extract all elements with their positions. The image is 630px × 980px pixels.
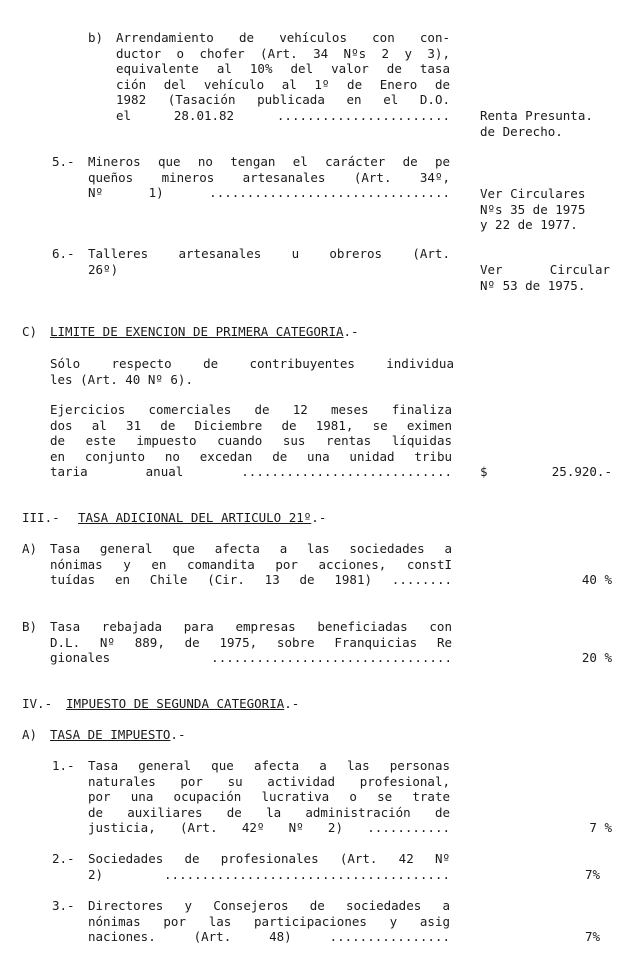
section-c-para1 [50,356,454,387]
note-line: Nº 53 de 1975. [480,277,586,293]
text-line: Sociedades de profesionales (Art. 42 Nº [88,851,450,866]
text-line: Tasa general que afecta a las personas [88,758,450,773]
title-suffix: .- [284,696,300,711]
item-b-note [480,108,620,139]
text-line: equivalente al 10% del valor de tasa [116,61,450,76]
text-line: D.L. Nº 889, de 1975, sobre Franquicias Re [50,634,452,650]
text-line: de auxiliares de la administración de [88,804,450,820]
note-line: Nºs 35 de 1975 [480,201,586,217]
section-iv-heading [66,696,299,712]
note-line: Ver Circular [480,262,610,277]
text-line: por una ocupación lucrativa o se trate [88,789,450,804]
section-iii-label: III.- [22,510,60,525]
item5-label: 5.- [52,154,75,169]
text-line: 2) ...................................... [88,866,450,882]
text-line: Arrendamiento de vehículos con con- [116,30,450,45]
item5-note [480,186,620,233]
rate-value: 7% [584,929,600,944]
rate-value: 20 % [581,650,612,665]
section-iv-a-title: TASA DE IMPUESTO [50,727,171,742]
item2-label: 2.- [52,851,75,866]
text-line: el 28.01.82 ....................... [116,107,450,123]
section-iv-a-label: A) [22,727,38,742]
section-iv-label: IV.- [22,696,53,711]
text-line: tuídas en Chile (Cir. 13 de 1981) ........ [50,572,452,587]
text-line: nónimas y en comandita por acciones, constI [50,556,452,572]
text-line: ción del vehículo al 1º de Enero de [116,76,450,92]
section-iv-title: IMPUESTO DE SEGUNDA CATEGORIA [66,696,285,711]
rate-value: 7% [584,867,600,882]
text-line: les (Art. 40 Nº 6). [50,371,193,387]
item3-label: 3.- [52,898,75,913]
text-line: dos al 31 de Diciembre de 1981, se eximen [50,417,452,433]
text-line: taria anual ............................ [50,464,452,479]
item-b-label: b) [88,30,104,45]
item2-text [88,851,450,882]
exemption-amount: 25.920.- [551,464,612,479]
text-line: Mineros que no tengan el carácter de pe [88,154,450,169]
note-line: y 22 de 1977. [480,217,578,232]
text-line: naciones. (Art. 48) ................ [88,929,450,944]
section-iii-title: TASA ADICIONAL DEL ARTICULO 21º [78,510,312,525]
note-line: Renta Presunta. [480,108,593,123]
text-line: 1982 (Tasación publicada en el D.O. [116,92,450,107]
title-suffix: .- [311,510,327,525]
text-line: justicia, (Art. 42º Nº 2) ........... [88,820,450,835]
section-c-label: C) [22,324,38,339]
section-iv-a-heading [50,727,185,743]
text-line: Directores y Consejeros de sociedades a [88,898,450,913]
section-iii-a-label: A) [22,541,38,556]
item6-text [88,246,450,277]
item3-text [88,898,450,945]
section-c-title: LIMITE DE EXENCION DE PRIMERA CATEGORIA [50,324,344,339]
text-line: en conjunto no excedan de una unidad tribu [50,448,452,464]
text-line: Tasa general que afecta a las sociedades a [50,541,452,556]
section-iii-a-text [50,541,452,588]
rate-value: 40 % [581,572,612,587]
section-iii-b-label: B) [22,619,38,634]
text-line: gionales ................................ [50,650,452,665]
text-line: Ejercicios comerciales de 12 meses finaliza [50,402,452,417]
section-c-para2 [50,402,452,480]
title-suffix: .- [343,324,359,339]
text-line: queños mineros artesanales (Art. 34º, [88,169,450,185]
item6-note [480,262,610,293]
text-line: Talleres artesanales u obreros (Art. [88,246,450,261]
item1-label: 1.- [52,758,75,773]
item5-text [88,154,450,201]
note-line: Ver Circulares [480,186,586,201]
item1-text [88,758,450,836]
section-c-heading [50,324,359,340]
rate-value: 7 % [589,820,612,835]
text-line: ductor o chofer (Art. 34 Nºs 2 y 3), [116,45,450,61]
item-b-text [116,30,450,123]
title-suffix: .- [170,727,186,742]
text-line: naturales por su actividad profesional, [88,773,450,789]
text-line: nónimas por las participaciones y asig [88,913,450,929]
text-line: Tasa rebajada para empresas beneficiadas con [50,619,452,634]
text-line: 26º) [88,261,119,277]
item6-label: 6.- [52,246,75,261]
section-iii-heading [78,510,326,526]
section-iii-b-text [50,619,452,666]
text-line: Nº 1) ................................ [88,185,450,200]
text-line: de este impuesto cuando sus rentas líquidas [50,433,452,448]
text-line: Sólo respecto de contribuyentes individua [50,356,454,371]
note-line: de Derecho. [480,123,563,139]
currency-symbol: $ [480,464,488,479]
